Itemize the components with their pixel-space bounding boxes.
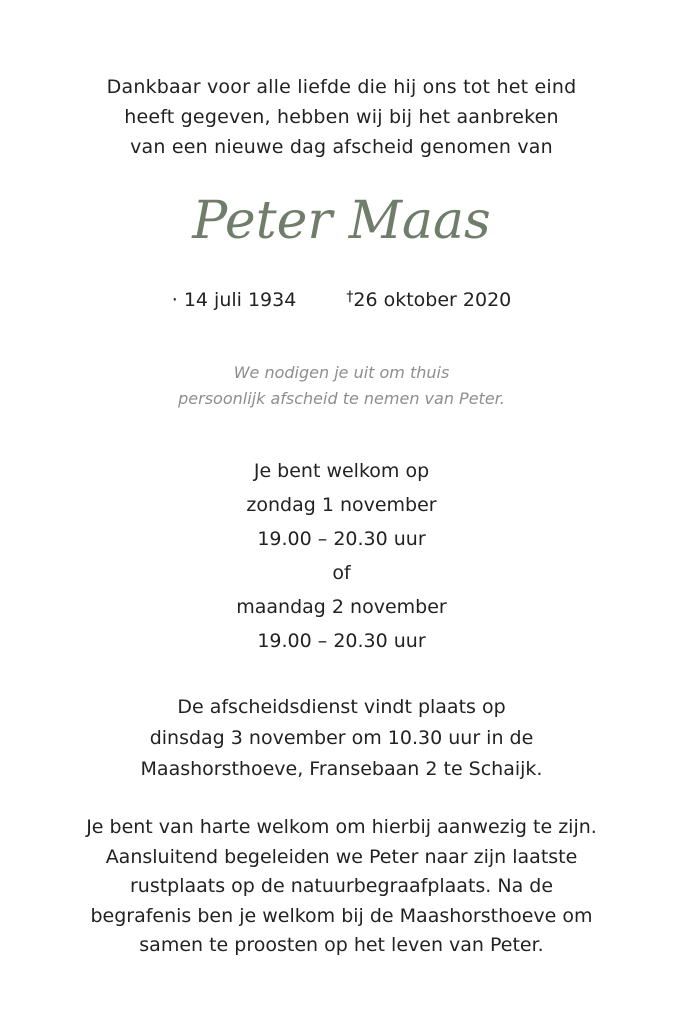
intro-line: van een nieuwe dag afscheid genomen van [130,136,553,158]
closing-line: rustplaats op de natuurbegraafplaats. Na de [129,875,554,897]
deceased-name: Peter Maas [192,191,491,251]
closing-line: samen te proosten op het leven van Peter. [139,934,544,956]
visit-line: Je bent welkom op [253,460,430,482]
intro-line: heeft gegeven, hebben wij bij het aanbreken [124,106,559,128]
visiting-hours [0,454,683,658]
closing-line: Aansluitend begeleiden we Peter naar zijn laatste [105,845,578,868]
service-line: dinsdag 3 november om 10.30 uur in de [149,727,534,749]
birth-date-group [172,286,297,314]
birth-symbol: · [171,289,178,311]
invitation-line: persoonlijk afscheid te nemen van Peter. [178,389,505,408]
visit-line: 19.00 – 20.30 uur [257,528,426,550]
death-date-group [346,286,511,316]
service-line: De afscheidsdienst vindt plaats op [177,696,506,718]
invitation-line: We nodigen je uit om thuis [233,363,450,382]
visit-line: maandag 2 november [236,596,447,618]
cross-icon: † [346,289,354,305]
intro-text [0,72,683,162]
service-line: Maashorsthoeve, Fransebaan 2 te Schaijk. [140,758,543,780]
visit-line: of [332,562,351,584]
death-date: 26 oktober 2020 [353,289,512,311]
visit-line: zondag 1 november [246,494,437,516]
closing-line: begrafenis ben je welkom bij de Maashorsthoeve om [90,904,593,927]
visit-line: 19.00 – 20.30 uur [257,630,426,652]
closing-line: Je bent van harte welkom om hierbij aanwezig te zijn. [86,816,597,838]
life-dates [0,286,683,316]
closing-text [0,813,683,961]
intro-line: Dankbaar voor alle liefde die hij ons tot het eind [106,76,577,98]
birth-date: 14 juli 1934 [183,289,297,311]
service-details [0,692,683,785]
invitation-text [0,360,683,412]
